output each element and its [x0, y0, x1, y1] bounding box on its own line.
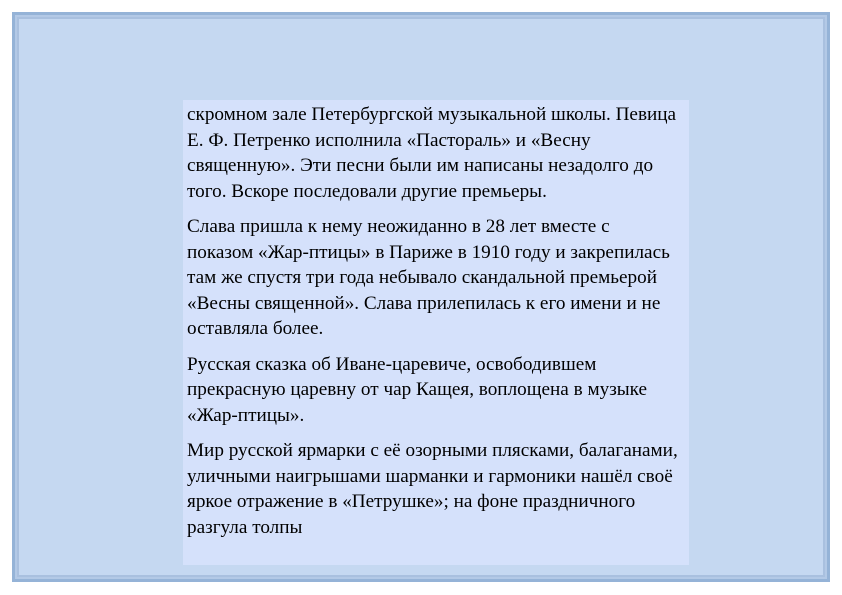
- paragraph-3: Русская сказка об Иване-царевиче, освободившем прекрасную царевну от чар Кащея, воплощена в музыке «Жар-птицы».: [187, 353, 648, 426]
- text-panel: [183, 100, 689, 565]
- slide-frame: [12, 12, 830, 582]
- paragraph-2: Слава пришла к нему неожиданно в 28 лет вместе с показом «Жар-птицы» в Париже в 1910 году и закрепилась там же спустя три года небывало скандальной премьерой «Весны священной». Слава прилепилась к его имени и не оставляла более.: [187, 216, 670, 339]
- paragraph-1: скромном зале Петербургской музыкальной школы. Певица Е. Ф. Петренко исполнила «Пастораль» и «Весну священную». Эти песни были им написаны незадолго до того. Вскоре последовали другие премьеры.: [187, 104, 677, 202]
- paragraph-4: Мир русской ярмарки с её озорными плясками, балаганами, уличными наигрышами шарманки и гармоники нашёл своё яркое отражение в «Петрушке»; на фоне праздничного разгула толпы: [187, 440, 678, 538]
